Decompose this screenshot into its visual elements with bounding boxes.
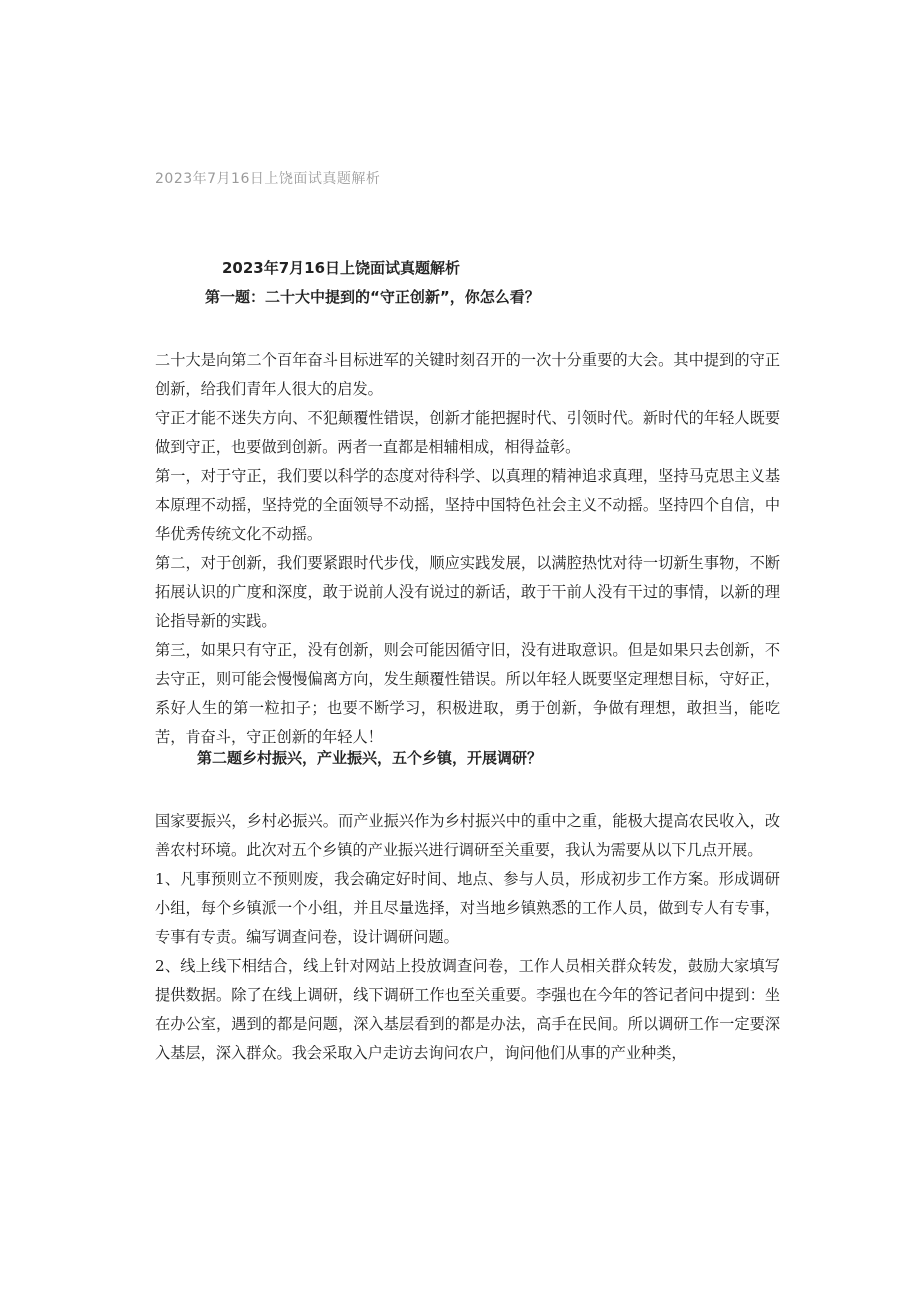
document-header: 2023年7月16日上饶面试真题解析: [155, 171, 381, 187]
answer-1-body: [155, 346, 780, 752]
question-1-heading: 第一题：二十大中提到的“守正创新”，你怎么看？: [205, 288, 540, 306]
paragraph: 守正才能不迷失方向、不犯颠覆性错误，创新才能把握时代、引领时代。新时代的年轻人既要做到守正，也要做到创新。两者一直都是相辅相成，相得益彰。: [155, 409, 780, 456]
paragraph: 二十大是向第二个百年奋斗目标进军的关键时刻召开的一次十分重要的大会。其中提到的守正创新，给我们青年人很大的启发。: [155, 351, 780, 398]
paragraph: 国家要振兴，乡村必振兴。而产业振兴作为乡村振兴中的重中之重，能极大提高农民收入，改善农村环境。此次对五个乡镇的产业振兴进行调研至关重要，我认为需要从以下几点开展。: [155, 812, 780, 859]
paragraph: 第二，对于创新，我们要紧跟时代步伐，顺应实践发展，以满腔热忱对待一切新生事物，不断拓展认识的广度和深度，敢于说前人没有说过的新话，敢于干前人没有干过的事情，以新的理论指导新的实践。: [155, 554, 780, 630]
paragraph: 第三，如果只有守正，没有创新，则会可能因循守旧，没有进取意识。但是如果只去创新，不去守正，则可能会慢慢偏离方向，发生颠覆性错误。所以年轻人既要坚定理想目标，守好正，系好人生的第一粒扣子；也要不断学习，积极进取，勇于创新，争做有理想，敢担当，能吃苦，肯奋斗，守正创新的年轻人！: [155, 641, 780, 746]
document-title: 2023年7月16日上饶面试真题解析: [222, 259, 461, 277]
paragraph: 1、凡事预则立不预则废，我会确定好时间、地点、参与人员，形成初步工作方案。形成调研小组，每个乡镇派一个小组，并且尽量选择，对当地乡镇熟悉的工作人员，做到专人有专事，专事有专责。编写调查问卷，设计调研问题。: [155, 870, 780, 946]
question-2-heading: 第二题乡村振兴，产业振兴，五个乡镇，开展调研？: [197, 749, 543, 767]
paragraph: 2、线上线下相结合，线上针对网站上投放调查问卷，工作人员相关群众转发，鼓励大家填写提供数据。除了在线上调研，线下调研工作也至关重要。李强也在今年的答记者问中提到：坐在办公室，遇到的都是问题，深入基层看到的都是办法，高手在民间。所以调研工作一定要深入基层，深入群众。我会采取入户走访去询问农户，询问他们从事的产业种类，: [155, 957, 780, 1062]
answer-2-body: [155, 807, 780, 1068]
paragraph: 第一，对于守正，我们要以科学的态度对待科学、以真理的精神追求真理，坚持马克思主义基本原理不动摇，坚持党的全面领导不动摇，坚持中国特色社会主义不动摇。坚持四个自信，中华优秀传统文化不动摇。: [155, 467, 780, 543]
